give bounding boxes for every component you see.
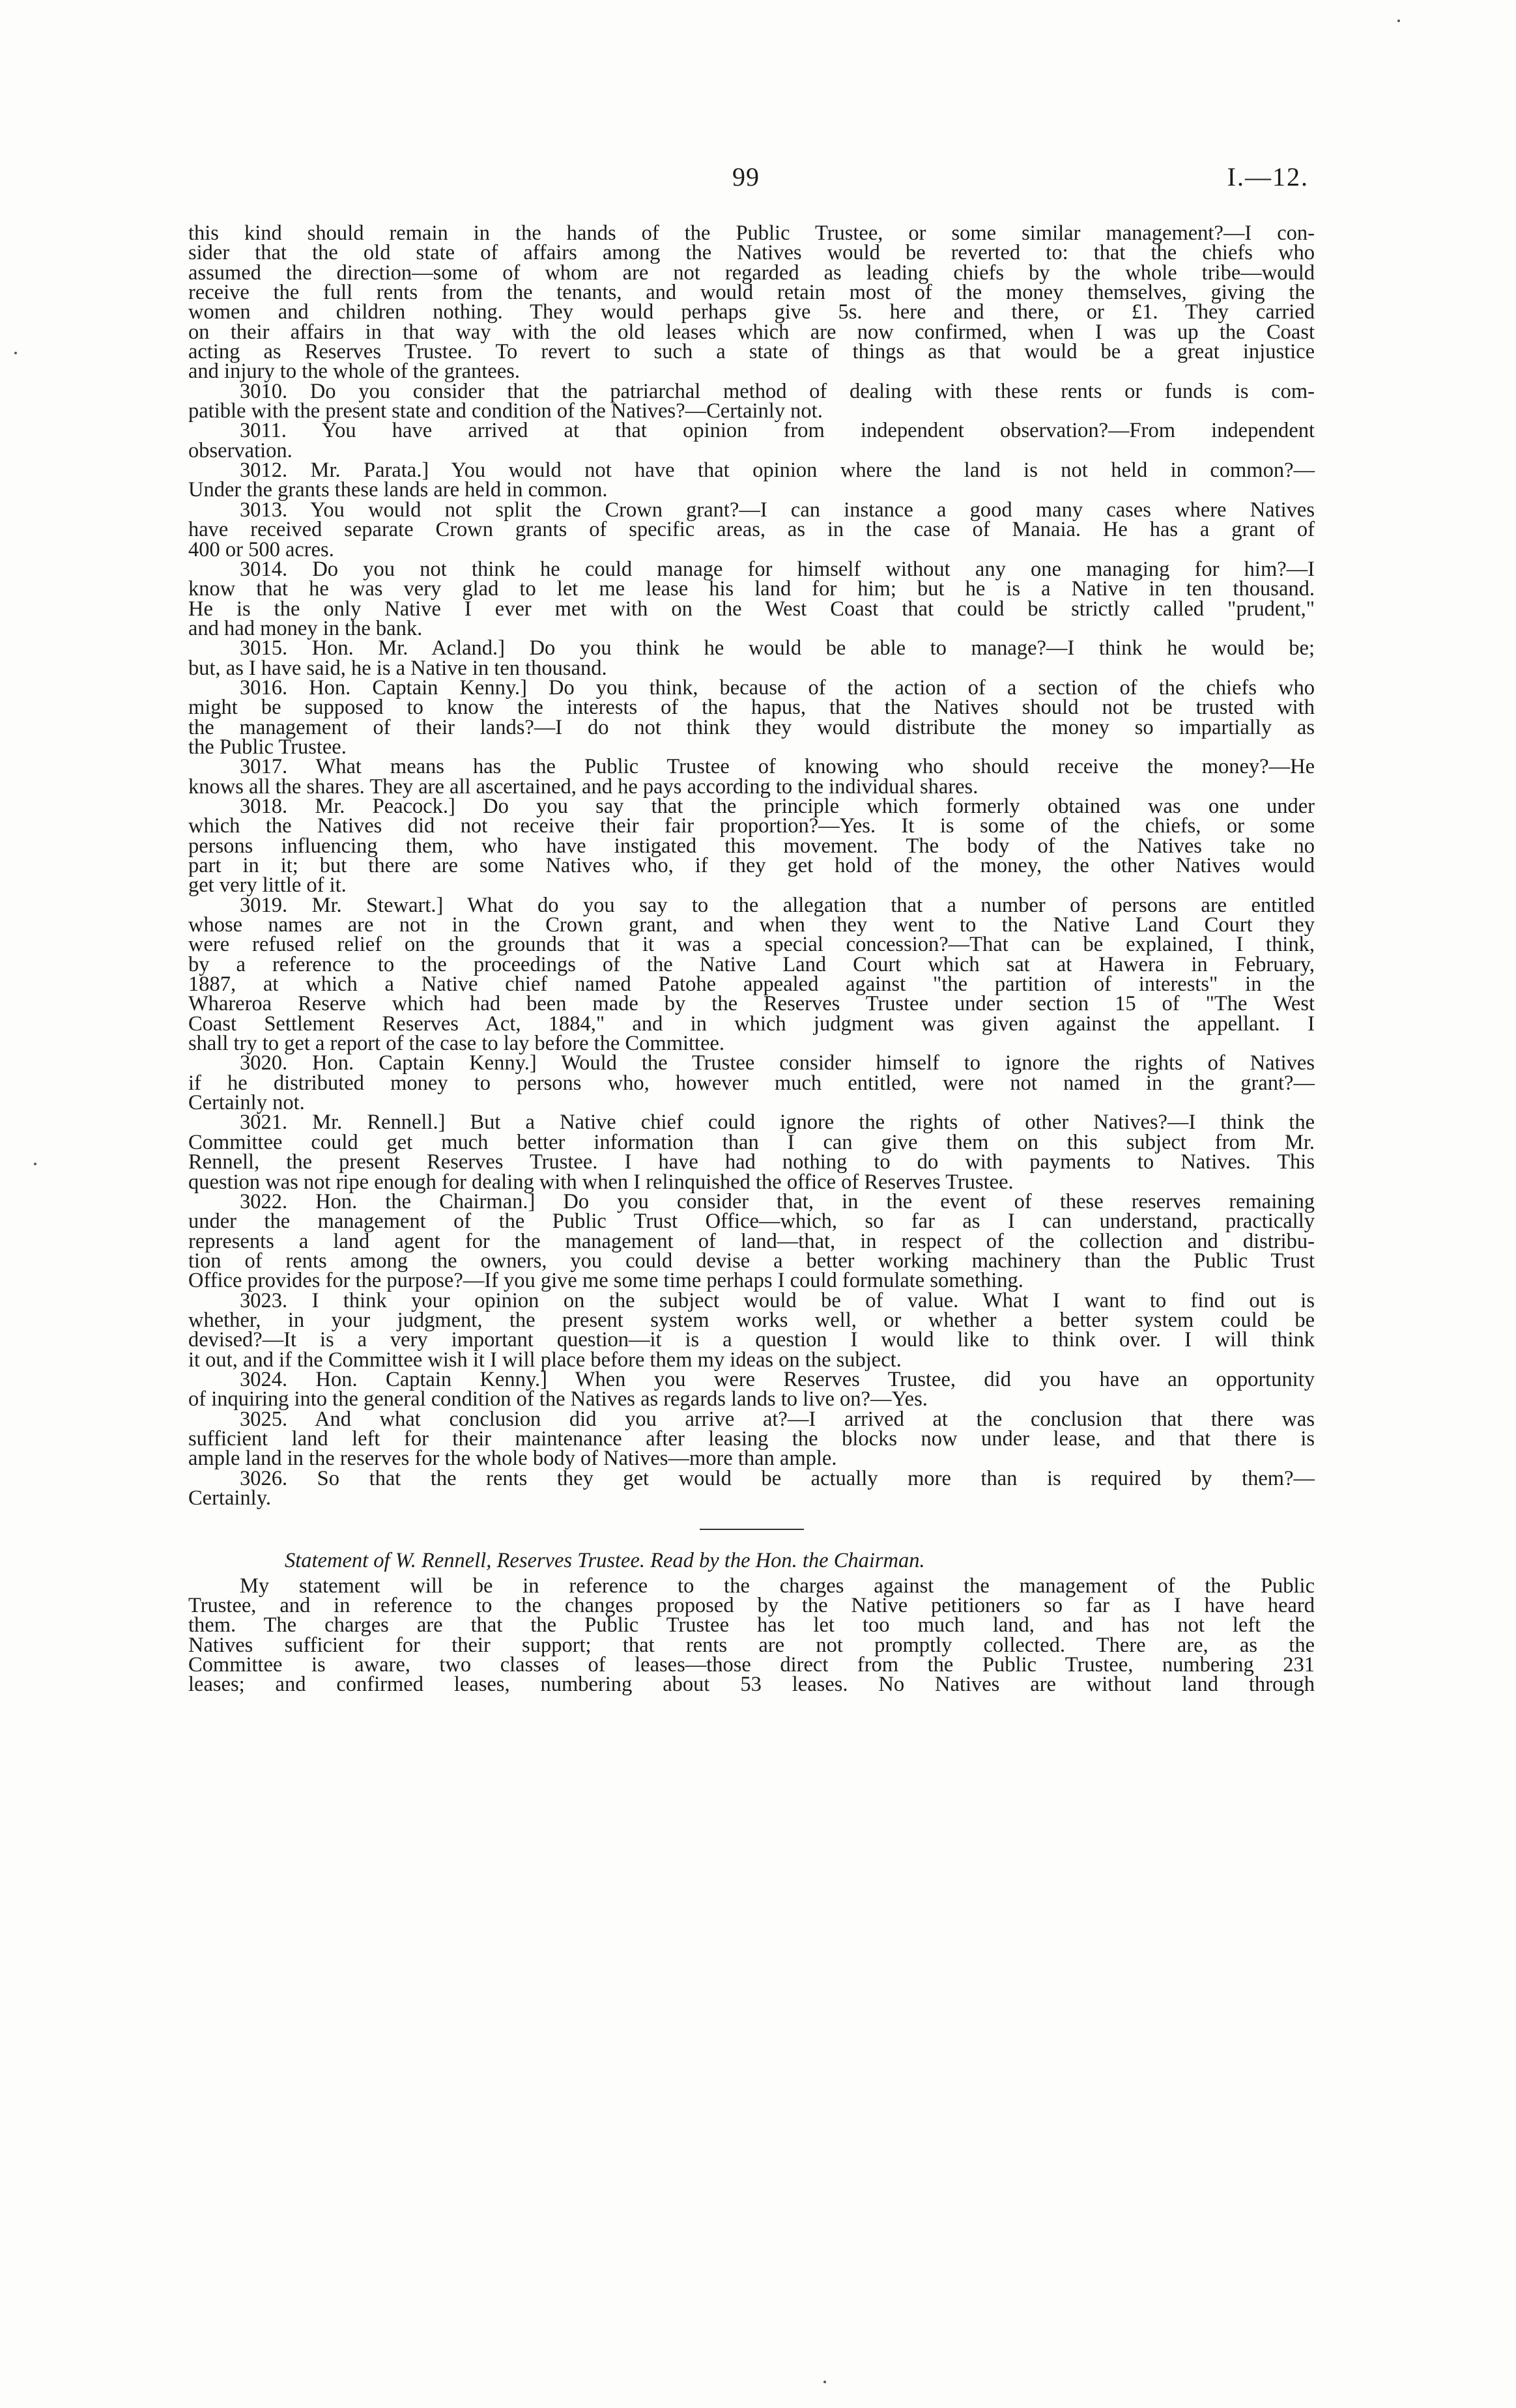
- text-line: whether, in your judgment, the present system works well, or whether a better system could be: [188, 1308, 1315, 1332]
- text-line: whose names are not in the Crown grant, and when they went to the Native Land Court they: [188, 913, 1315, 937]
- text-line: know that he was very glad to let me lease his land for him; but he is a Native in ten thousand.: [188, 577, 1315, 601]
- text-line: Whareroa Reserve which had been made by the Reserves Trustee under section 15 of "The West: [188, 992, 1315, 1016]
- text-line: were refused relief on the grounds that it was a special concession?—That can be explained, I think,: [188, 933, 1315, 957]
- page-header: [0, 162, 1516, 201]
- text-line: and had money in the bank.: [188, 616, 423, 640]
- page-number: 99: [732, 162, 760, 191]
- text-line: Certainly not.: [188, 1091, 305, 1115]
- text-line: sufficient land left for their maintenance after leasing the blocks now under lease, and that there is: [188, 1426, 1315, 1451]
- text-line: get very little of it.: [188, 873, 347, 898]
- text-line: might be supposed to know the interests of the hapus, that the Natives should not be trusted with: [188, 696, 1315, 720]
- text-line: 3010. Do you consider that the patriarchal method of dealing with these rents or funds is com-: [240, 379, 1315, 403]
- text-line: but, as I have said, he is a Native in ten thousand.: [188, 656, 607, 680]
- document-body: [188, 223, 1315, 1695]
- text-line: leases; and confirmed leases, numbering about 53 leases. No Natives are without land through: [188, 1673, 1315, 1697]
- text-line: by a reference to the proceedings of the Native Land Court which sat at Hawera in February,: [188, 952, 1315, 976]
- statement-section: [188, 1576, 1315, 1695]
- text-line: Office provides for the purpose?—If you give me some time perhaps I could formulate something.: [188, 1269, 1023, 1293]
- text-line: if he distributed money to persons who, however much entitled, were not named in the grant?—: [188, 1071, 1315, 1095]
- text-line: the management of their lands?—I do not think they would distribute the money so impartially as: [188, 715, 1315, 739]
- text-line: He is the only Native I ever met with on the West Coast that could be strictly called "prudent,": [188, 597, 1315, 621]
- section-divider: [700, 1529, 804, 1530]
- text-line: patible with the present state and condition of the Natives?—Certainly not.: [188, 399, 823, 423]
- statement-caption: Statement of W. Rennell, Reserves Trustee. Read by the Hon. the Chairman.: [285, 1549, 925, 1573]
- text-line: 3018. Mr. Peacock.] Do you say that the principle which formerly obtained was one under: [240, 794, 1315, 818]
- text-line: 3017. What means has the Public Trustee of knowing who should receive the money?—He: [240, 755, 1315, 779]
- text-line: question was not ripe enough for dealing with when I relinquished the office of Reserves Trustee.: [188, 1170, 1014, 1194]
- text-line: 3020. Hon. Captain Kenny.] Would the Trustee consider himself to ignore the rights of Natives: [240, 1051, 1315, 1075]
- document-reference: I.—12.: [1227, 162, 1309, 191]
- text-line: Natives sufficient for their support; that rents are not promptly collected. There are, as the: [188, 1633, 1315, 1657]
- text-line: knows all the shares. They are all ascertained, and he pays according to the individual shares.: [188, 774, 979, 799]
- text-line: them. The charges are that the Public Trustee has let too much land, and has not left the: [188, 1613, 1315, 1637]
- text-line: Committee could get much better information than I can give them on this subject from Mr.: [188, 1130, 1315, 1154]
- text-line: 3024. Hon. Captain Kenny.] When you were Reserves Trustee, did you have an opportunity: [240, 1367, 1315, 1391]
- text-line: 3015. Hon. Mr. Acland.] Do you think he would be able to manage?—I think he would be;: [240, 636, 1315, 660]
- text-line: My statement will be in reference to the charges against the management of the Public: [240, 1574, 1315, 1598]
- text-line: 3019. Mr. Stewart.] What do you say to the allegation that a number of persons are entitled: [240, 893, 1315, 917]
- text-line: the Public Trustee.: [188, 735, 347, 759]
- text-line: represents a land agent for the management of land—that, in respect of the collection and distribu-: [188, 1229, 1315, 1253]
- text-line: devised?—It is a very important question—it is a question I would like to think over. I will think: [188, 1328, 1315, 1352]
- scan-speck: [14, 352, 17, 354]
- text-line: Rennell, the present Reserves Trustee. I have had nothing to do with payments to Natives. This: [188, 1150, 1315, 1174]
- text-line: 400 or 500 acres.: [188, 537, 334, 561]
- text-line: ample land in the reserves for the whole body of Natives—more than ample.: [188, 1447, 837, 1471]
- text-line: Certainly.: [188, 1486, 271, 1510]
- text-line: 3012. Mr. Parata.] You would not have that opinion where the land is not held in common?—: [240, 459, 1315, 483]
- text-line: 3011. You have arrived at that opinion from independent observation?—From independent: [240, 419, 1315, 443]
- text-line: women and children nothing. They would perhaps give 5s. here and there, or £1. They carried: [188, 300, 1315, 324]
- text-line: part in it; but there are some Natives who, if they get hold of the money, the other Natives would: [188, 854, 1315, 877]
- text-line: this kind should remain in the hands of the Public Trustee, or some similar management?—I con-: [188, 221, 1315, 245]
- text-line: Trustee, and in reference to the changes proposed by the Native petitioners so far as I have heard: [188, 1594, 1315, 1618]
- text-line: which the Natives did not receive their fair proportion?—Yes. It is some of the chiefs, or some: [188, 814, 1315, 838]
- text-line: 3023. I think your opinion on the subject would be of value. What I want to find out is: [240, 1288, 1315, 1312]
- text-line: receive the full rents from the tenants, and would retain most of the money themselves, giving the: [188, 281, 1315, 305]
- text-line: of inquiring into the general condition of the Natives as regards lands to live on?—Yes.: [188, 1387, 928, 1411]
- text-line: 3013. You would not split the Crown grant?—I can instance a good many cases where Natives: [240, 498, 1315, 522]
- scan-speck: [823, 2381, 826, 2383]
- text-line: 3014. Do you not think he could manage for himself without any one managing for him?—I: [240, 557, 1315, 581]
- scan-speck: [34, 1163, 36, 1165]
- text-line: have received separate Crown grants of specific areas, as in the case of Manaia. He has a grant of: [188, 518, 1315, 542]
- text-line: sider that the old state of affairs among the Natives would be reverted to: that the chiefs who: [188, 241, 1315, 265]
- text-line: 1887, at which a Native chief named Patohe appealed against "the partition of interests" in the: [188, 972, 1315, 997]
- text-line: Coast Settlement Reserves Act, 1884," and in which judgment was given against the appellant. I: [188, 1012, 1315, 1036]
- text-line: acting as Reserves Trustee. To revert to such a state of things as that would be a great injustice: [188, 340, 1315, 364]
- text-line: persons influencing them, who have instigated this movement. The body of the Natives take no: [188, 834, 1315, 858]
- text-line: on their affairs in that way with the old leases which are now confirmed, when I was up the Coast: [188, 320, 1315, 344]
- text-line: and injury to the whole of the grantees.: [188, 360, 521, 384]
- text-line: assumed the direction—some of whom are not regarded as leading chiefs by the whole tribe—would: [188, 261, 1315, 285]
- text-line: tion of rents among the owners, you could devise a better working machinery than the Public Trust: [188, 1249, 1315, 1273]
- text-line: 3026. So that the rents they get would be actually more than is required by them?—: [240, 1466, 1315, 1490]
- text-line: 3022. Hon. the Chairman.] Do you consider that, in the event of these reserves remaining: [240, 1189, 1315, 1213]
- text-line: it out, and if the Committee wish it I will place before them my ideas on the subject.: [188, 1348, 902, 1372]
- evidence-section: [188, 223, 1315, 1508]
- text-line: 3016. Hon. Captain Kenny.] Do you think, because of the action of a section of the chiefs who: [240, 675, 1315, 700]
- text-line: Committee is aware, two classes of leases—those direct from the Public Trustee, numbering 231: [188, 1653, 1315, 1677]
- text-line: observation.: [188, 438, 293, 462]
- text-line: Under the grants these lands are held in common.: [188, 478, 608, 502]
- text-line: shall try to get a report of the case to lay before the Committee.: [188, 1032, 725, 1056]
- text-line: 3025. And what conclusion did you arrive at?—I arrived at the conclusion that there was: [240, 1407, 1315, 1431]
- text-line: under the management of the Public Trust Office—which, so far as I can understand, practically: [188, 1210, 1315, 1234]
- text-line: 3021. Mr. Rennell.] But a Native chief could ignore the rights of other Natives?—I think the: [240, 1111, 1315, 1135]
- scan-speck: [1397, 20, 1400, 22]
